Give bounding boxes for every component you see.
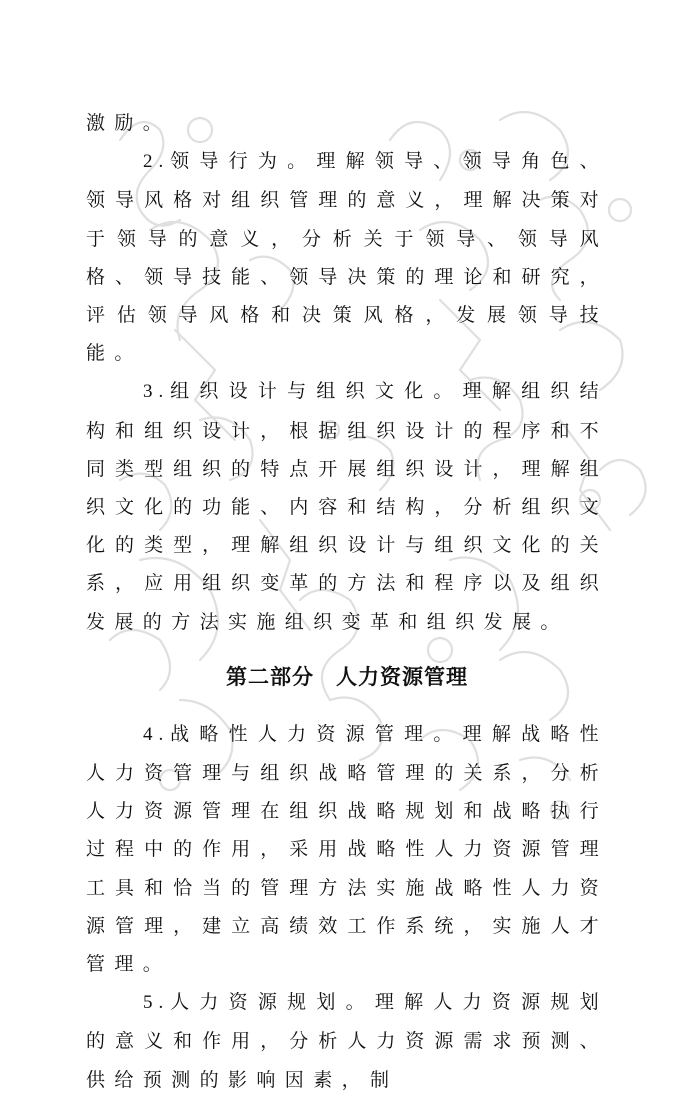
paragraph-text: 激励。: [86, 112, 172, 134]
paragraph-number: 3.: [143, 381, 170, 403]
section-title: 人力资源管理: [336, 663, 468, 689]
paragraph-number: 5.: [143, 992, 170, 1014]
paragraph-text: 人力资源规划。理解人力资源规划的意义和作用，分析人力资源需求预测、供给预测的影响因素，制: [86, 991, 608, 1091]
document-page: [86, 104, 608, 1099]
paragraph-continuation: [86, 104, 608, 142]
paragraph-4-strategic-hrm: [86, 715, 608, 983]
paragraph-text: 战略性人力资源管理。理解战略性人力资管理与组织战略管理的关系，分析人力资源管理在组织战略规划和战略执行过程中的作用，采用战略性人力资源管理工具和恰当的管理方法实施战略性人力资源管理，建立高绩效工作系统，实施人才管理。: [86, 722, 608, 976]
paragraph-number: 4.: [143, 723, 170, 745]
section-part-label: 第二部分: [226, 663, 314, 689]
paragraph-text: 组织设计与组织文化。理解组织结构和组织设计，根据组织设计的程序和不同类型组织的特点开展组织设计，理解组织文化的功能、内容和结构，分析组织文化的类型，理解组织设计与组织文化的关系，应用组织变革的方法和程序以及组织发展的方法实施组织变革和组织发展。: [86, 380, 608, 633]
paragraph-5-hr-planning: [86, 983, 608, 1099]
paragraph-number: 2.: [143, 151, 170, 173]
paragraph-text: 领导行为。理解领导、领导角色、领导风格对组织管理的意义，理解决策对于领导的意义，分析关于领导、领导风格、领导技能、领导决策的理论和研究，评估领导风格和决策风格，发展领导技能。: [86, 150, 608, 365]
paragraph-2-leadership-behavior: [86, 142, 608, 372]
paragraph-3-org-design-culture: [86, 372, 608, 640]
section-heading: [86, 662, 608, 692]
